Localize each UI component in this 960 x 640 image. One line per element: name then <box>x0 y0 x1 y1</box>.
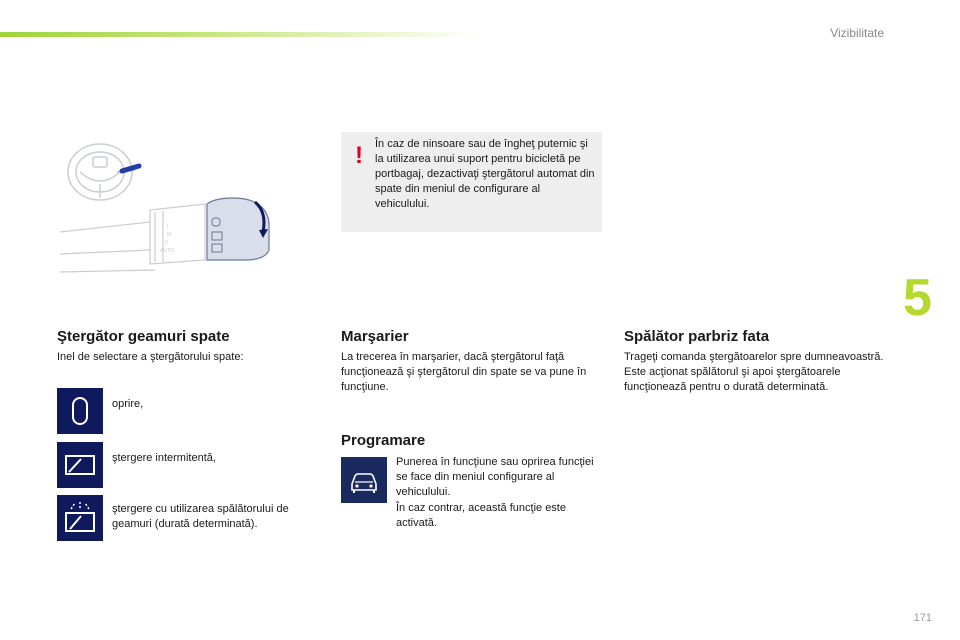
wiper-washer-label: ştergere cu utilizarea spălătorului de geamuri (durată determinată). <box>112 503 289 530</box>
wiper-off-label: oprire, <box>112 398 144 410</box>
header-accent-bar <box>0 32 480 37</box>
svg-text:M: M <box>167 232 172 238</box>
page-number: 171 <box>913 612 932 624</box>
svg-text:0: 0 <box>165 240 168 246</box>
wiper-off-icon <box>57 388 103 434</box>
programming-text-2: În caz contrar, această funcţie este activată. <box>396 502 566 529</box>
vehicle-config-icon <box>341 457 387 503</box>
reverse-text: La trecerea în marşarier, dacă ştergătorul faţă funcţionează şi ştergătorul din spate se va pune în funcţiune. <box>341 351 587 393</box>
programming-text-1: Punerea în funcţiune sau oprirea funcţiei se face din meniul configurare al vehiculului. <box>396 456 594 498</box>
wiper-intermittent-icon <box>57 442 103 488</box>
washer-title: Spălător parbriz fata <box>624 328 770 345</box>
chapter-number: 5 <box>903 269 932 327</box>
reverse-title: Marşarier <box>341 328 409 345</box>
section-title: Vizibilitate <box>830 26 884 40</box>
stalk-auto-label: AUTO <box>160 248 174 254</box>
rear-wiper-intro: Inel de selectare a ştergătorului spate: <box>57 351 244 363</box>
warning-box <box>341 132 602 232</box>
rear-wiper-title: Ştergător geamuri spate <box>57 328 230 345</box>
warning-icon: ! <box>355 142 363 169</box>
svg-text:I: I <box>167 224 169 230</box>
washer-text: Trageţi comanda ştergătoarelor spre dumneavoastră. Este acţionat spălătorul şi apoi ştergătoarele funcţionează pentru o durată determinată. <box>624 351 884 393</box>
wiper-washer-icon <box>57 495 103 541</box>
warning-text: În caz de ninsoare sau de îngheţ puternic şi la utilizarea unui suport pentru bicicletă pe portbagaj, dezactivaţi ştergătorul automat din spate din meniul de configurare al vehiculului. <box>375 138 595 210</box>
wiper-intermittent-label: ştergere intermitentă, <box>112 452 216 464</box>
wiper-stalk-illustration <box>55 132 290 277</box>
programming-title: Programare <box>341 432 426 449</box>
